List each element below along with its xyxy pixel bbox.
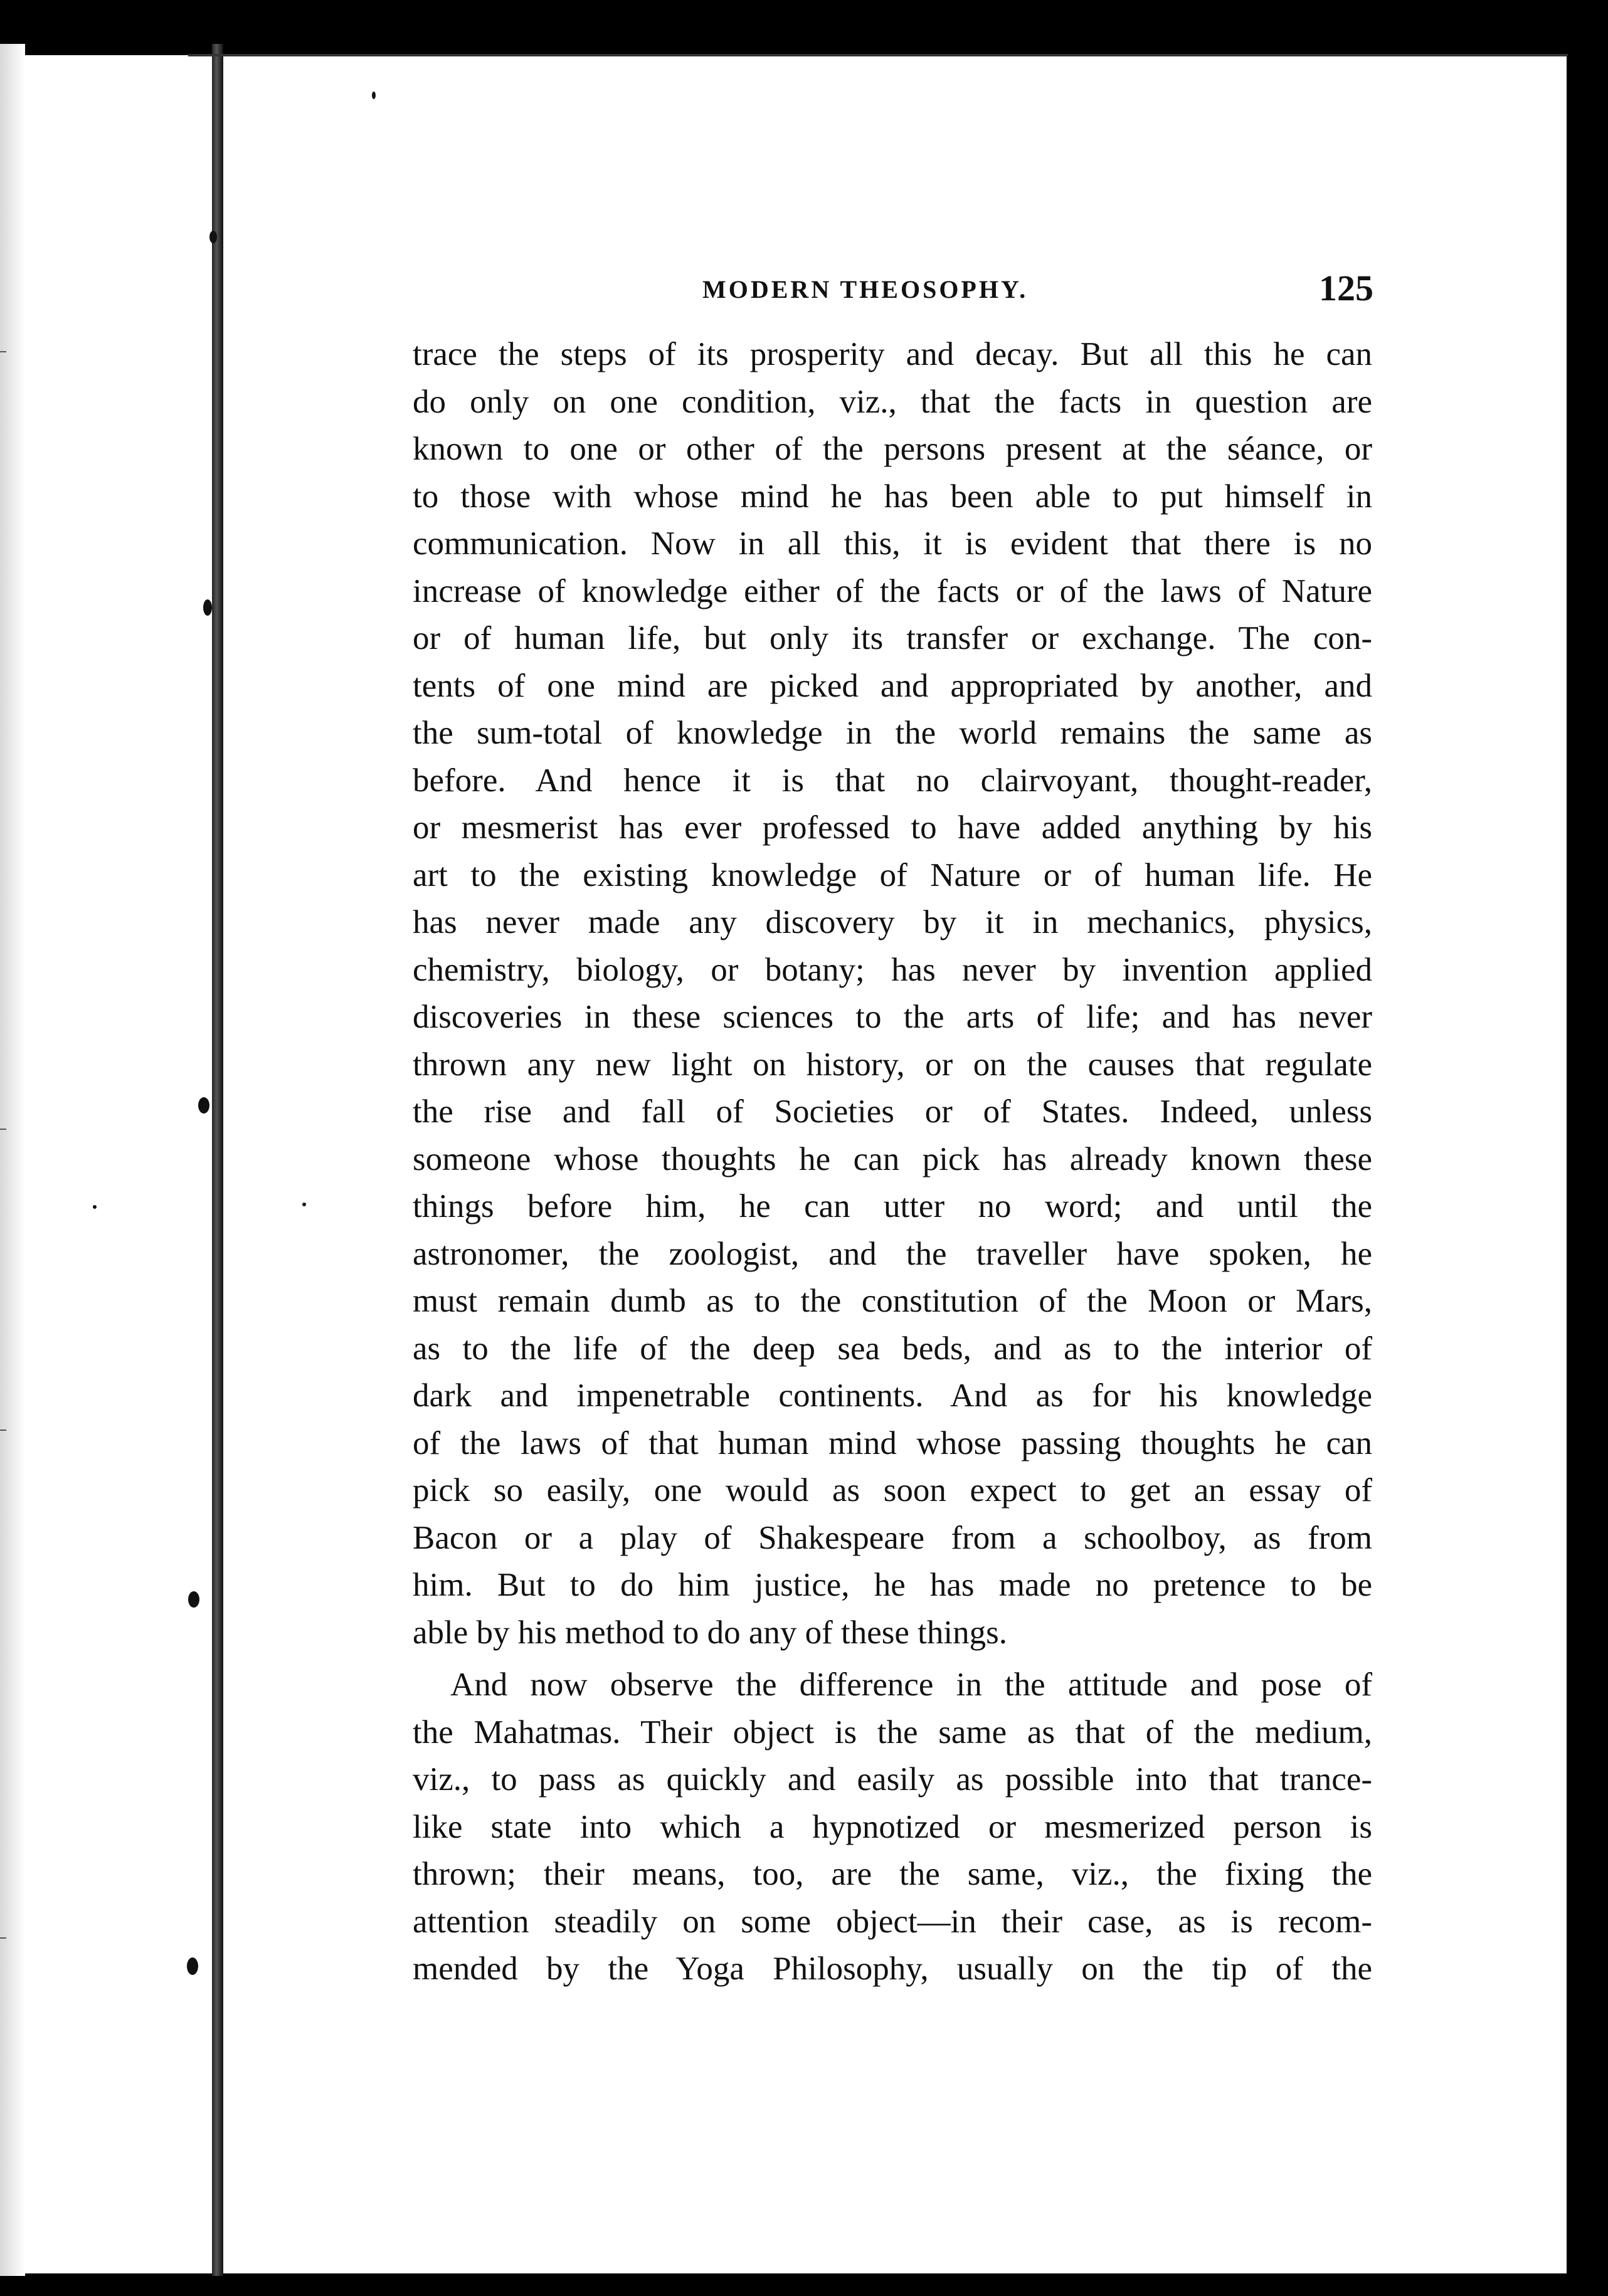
text-line: to those with whose mind he has been able to put himself in xyxy=(413,478,1372,515)
text-line: the rise and fall of Societies or of States. Indeed, unless xyxy=(413,1093,1372,1130)
text-line: known to one or other of the persons present at the séance, or xyxy=(413,431,1372,467)
text-line: as to the life of the deep sea beds, and as to the interior of xyxy=(413,1330,1372,1367)
text-line: astronomer, the zoologist, and the traveller have spoken, he xyxy=(413,1235,1372,1272)
binding-hole xyxy=(198,1097,209,1114)
ink-speck xyxy=(93,1205,97,1209)
binding-hole xyxy=(187,1957,198,1975)
text-line: before. And hence it is that no clairvoyant, thought-reader, xyxy=(413,762,1372,799)
text-line: things before him, he can utter no word; and until the xyxy=(413,1188,1372,1224)
text-line: pick so easily, one would as soon expect to get an essay of xyxy=(413,1472,1372,1509)
text-line: thrown any new light on history, or on the causes that regulate xyxy=(413,1046,1372,1083)
text-line: or of human life, but only its transfer or exchange. The con- xyxy=(413,620,1372,656)
text-line: dark and impenetrable continents. And as for his knowledge xyxy=(413,1377,1372,1414)
text-line: thrown; their means, too, are the same, viz., the fixing the xyxy=(413,1856,1372,1892)
gutter-tick xyxy=(0,1937,6,1939)
scan-border-bottom xyxy=(0,2273,1608,2296)
text-line: attention steadily on some object—in their case, as is recom- xyxy=(413,1903,1372,1940)
body-text xyxy=(413,331,1372,1993)
gutter-tick xyxy=(0,1129,6,1130)
text-line: trace the steps of its prosperity and decay. But all this he can xyxy=(413,336,1372,372)
text-line: someone whose thoughts he can pick has already known these xyxy=(413,1140,1372,1177)
text-line: the Mahatmas. Their object is the same as that of the medium, xyxy=(413,1714,1372,1751)
text-line: viz., to pass as quickly and easily as possible into that trance- xyxy=(413,1761,1372,1798)
text-line: or mesmerist has ever professed to have added anything by his xyxy=(413,809,1372,846)
paragraph xyxy=(413,331,1372,1656)
text-line: tents of one mind are picked and appropriated by another, and xyxy=(413,667,1372,704)
text-line: of the laws of that human mind whose passing thoughts he can xyxy=(413,1424,1372,1461)
gutter-tick xyxy=(0,1430,6,1431)
text-line: like state into which a hypnotized or mesmerized person is xyxy=(413,1808,1372,1845)
scan-border-right xyxy=(1567,0,1608,2296)
text-line: him. But to do him justice, he has made no pretence to be xyxy=(413,1567,1372,1603)
text-line: communication. Now in all this, it is evident that there is no xyxy=(413,525,1372,562)
gutter-tick xyxy=(0,351,6,352)
text-line: mended by the Yoga Philosophy, usually on the tip of the xyxy=(413,1951,1372,1987)
gutter-shadow xyxy=(0,44,25,2276)
running-header xyxy=(702,268,1373,308)
paragraph xyxy=(413,1661,1372,1993)
text-line: discoveries in these sciences to the arts of life; and has never xyxy=(413,999,1372,1035)
ink-speck xyxy=(372,92,376,99)
text-line: art to the existing knowledge of Nature or of human life. He xyxy=(413,856,1372,893)
binding-hole xyxy=(209,231,217,243)
binding-hole xyxy=(203,599,212,616)
page-number: 125 xyxy=(1319,268,1373,308)
ink-speck xyxy=(302,1203,306,1206)
binding-hole xyxy=(188,1591,199,1608)
page-top-edge xyxy=(188,54,1568,56)
text-line: able by his method to do any of these things. xyxy=(413,1614,1007,1651)
text-line: the sum-total of knowledge in the world remains the same as xyxy=(413,715,1372,751)
text-line: do only on one condition, viz., that the facts in question are xyxy=(413,383,1372,420)
book-gutter xyxy=(212,44,223,2276)
text-line: has never made any discovery by it in mechanics, physics, xyxy=(413,904,1372,940)
text-line: must remain dumb as to the constitution of the Moon or Mars, xyxy=(413,1283,1372,1319)
scan-border-top xyxy=(0,0,1608,55)
text-line: Bacon or a play of Shakespeare from a schoolboy, as from xyxy=(413,1519,1372,1556)
running-title: MODERN THEOSOPHY. xyxy=(702,275,1029,303)
text-line: chemistry, biology, or botany; has never by invention applied xyxy=(413,951,1372,988)
text-line: And now observe the difference in the attitude and pose of xyxy=(450,1667,1372,1703)
text-line: increase of knowledge either of the facts or of the laws of Nature xyxy=(413,572,1372,609)
